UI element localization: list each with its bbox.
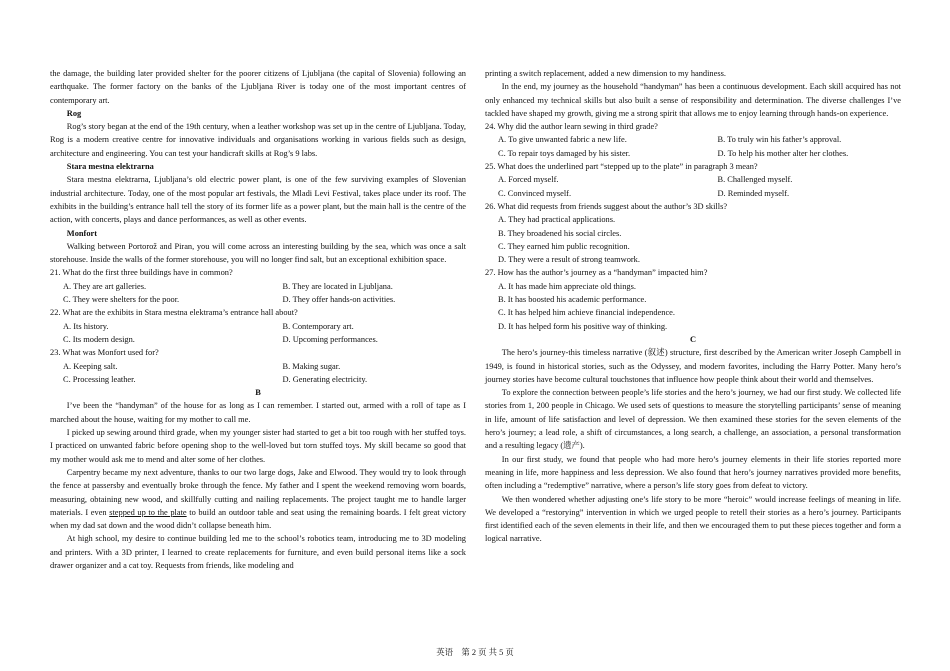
question-26: 26. What did requests from friends suggest about the author’s 3D skills? xyxy=(485,201,728,211)
question-22-options xyxy=(50,320,466,347)
passage-b-paragraph-1: I’ve been the “handyman” of the house for as long as I can remember. I started out, armed with a roll of tape as I marched about the house, waiting for my mother to call me. xyxy=(50,401,466,424)
option-27a: A. It has made him appreciate old things. xyxy=(498,281,636,291)
question-22: 22. What are the exhibits in Stara mestna elektrama’s entrance hall about? xyxy=(50,308,298,318)
right-column xyxy=(485,67,901,546)
option-24a: A. To give unwanted fabric a new life. xyxy=(498,135,627,145)
left-column xyxy=(50,67,466,572)
stara-heading: Stara mestna elektrarna xyxy=(66,162,154,172)
question-25: 25. What does the underlined part “stepped up to the plate” in paragraph 3 mean? xyxy=(485,162,758,172)
passage-b-paragraph-4: At high school, my desire to continue building led me to the school’s robotics team, introducing me to 3D modeling and printers. With a 3D printer, I learned to create replacements for furniture, and even build personal items like a sock drawer organizer and a cat toy. Requests from friends, like modeling and xyxy=(50,534,466,570)
question-26-options xyxy=(485,213,901,266)
rog-heading: Rog xyxy=(66,108,82,118)
option-22c: C. Its modern design. xyxy=(63,334,135,344)
option-21c: C. They were shelters for the poor. xyxy=(63,295,180,305)
rog-paragraph: Rog’s story began at the end of the 19th century, when a leather workshop was set up in the centre of Ljubljana. Today, Rog is a modern creative centre for innovative individuals and organisations working in various fields such as design, architecture and engineering. You can test your handicraft skills at Rog’s 9 labs. xyxy=(50,122,466,158)
passage-b-paragraph-3 xyxy=(50,466,466,532)
option-21d: D. They offer hands-on activities. xyxy=(282,295,396,305)
passage-c-paragraph-1: The hero’s journey-this timeless narrative (叙述) structure, first described by the American writer Joseph Campbell in 1949, is found in historical stories, such as the Odyssey, and modern favorites, including the Harry Potter. Many hero’s journey stories have become cultural touchstones that influence how people think about their world and themselves. xyxy=(485,348,901,384)
passage-b-paragraph-5: In the end, my journey as the household “handyman” has been a continuous development. Each skill acquired has not only enhanced my technical skills but also built a sense of responsibility and determination. The diverse challenges I’ve tackled have shaped my growth, giving me a strong spirit that allows me to enjoy learning through hands-on experience. xyxy=(485,82,901,118)
option-24d: D. To help his mother alter her clothes. xyxy=(717,148,849,158)
option-21b: B. They are located in Ljubljana. xyxy=(282,281,393,291)
question-23: 23. What was Monfort used for? xyxy=(50,348,159,358)
option-25b: B. Challenged myself. xyxy=(717,175,793,185)
option-27b: B. It has boosted his academic performance. xyxy=(498,295,647,305)
question-25-options xyxy=(485,173,901,200)
option-22b: B. Contemporary art. xyxy=(282,321,354,331)
underlined-phrase: stepped up to the plate xyxy=(109,507,187,517)
section-b-heading: B xyxy=(255,388,261,398)
option-23c: C. Processing leather. xyxy=(63,374,136,384)
option-27c: C. It has helped him achieve financial independence. xyxy=(498,308,675,318)
option-26b: B. They broadened his social circles. xyxy=(498,228,622,238)
question-27-options xyxy=(485,280,901,333)
option-22d: D. Upcoming performances. xyxy=(282,334,378,344)
option-23b: B. Making sugar. xyxy=(282,361,341,371)
passage-c-paragraph-4: We then wondered whether adjusting one’s life story to be more “heroic” would increase feelings of meaning in life. We developed a “restorying” intervention in which we urged people to retell their stories as a hero’s journey. Participants first identified each of the seven elements in their life, and then we encouraged them to put these pieces together and form a logical narrative. xyxy=(485,494,901,544)
option-23d: D. Generating electricity. xyxy=(282,374,368,384)
option-21a: A. They are art galleries. xyxy=(63,281,147,291)
paragraph-3-text-before: Carpentry became my next adventure, thanks to our two large dogs, Jake and Elwood. They would try to look through the fence at passersby and eventually broke through the fence. My father and I spent the weekend removing worn boards, measuring, obtaining new wood, and skillfully cutting and nailing replacements. The project taught me to handle larger materials. I even xyxy=(50,467,466,517)
option-25d: D. Reminded myself. xyxy=(717,188,790,198)
option-22a: A. Its history. xyxy=(63,321,109,331)
section-c-heading: C xyxy=(689,334,697,344)
option-25c: C. Convinced myself. xyxy=(498,188,572,198)
page-footer: 英语 第 2 页 共 5 页 xyxy=(436,648,514,657)
paragraph-3-text-after: to build an outdoor table and seat using the remaining boards. I felt great victory when my dad sat down and the wood didn’t collapse beneath him. xyxy=(50,507,467,531)
question-21: 21. What do the first three buildings have in common? xyxy=(50,268,233,278)
passage-b-paragraph-4-continued: printing a switch replacement, added a new dimension to my handiness. xyxy=(485,69,726,78)
question-24: 24. Why did the author learn sewing in third grade? xyxy=(485,122,658,132)
question-21-options xyxy=(50,280,466,307)
option-24b: B. To truly win his father’s approval. xyxy=(717,135,842,145)
question-23-options xyxy=(50,360,466,387)
option-26d: D. They were a result of strong teamwork. xyxy=(498,255,640,265)
passage-a-intro: the damage, the building later provided shelter for the poorer citizens of Ljubljana (the capital of Slovenia) following an earthquake. The former factory on the banks of the Ljubljana River is today one of the most important centres of contemporary art. xyxy=(50,69,466,105)
option-26a: A. They had practical applications. xyxy=(498,215,616,225)
option-27d: D. It has helped form his positive way of thinking. xyxy=(498,321,668,331)
passage-c-paragraph-2: To explore the connection between people’s life stories and the hero’s journey, we had our first study. We collected life stories from 1, 200 people in Chicago. We used sets of questions to measure the storytelling participants’ sense of meaning in life, amount of life satisfaction and level of depression. We then examined these stories for the seven elements of the hero’s journey; a lead role, a shift of circumstances, a long search, a challenge, an association, a personal transformation and a resulting legacy (遗产). xyxy=(485,388,901,451)
stara-paragraph: Stara mestna elektrarna, Ljubljana’s old electric power plant, is one of the few surviving examples of Slovenian industrial architecture. Today, one of the most popular art festivals, the Mladi Levi Festival, takes place under its roof. The exhibits in the building’s entrance hall tell the story of its former life as a power plant, but the main hall is the centre of the action, with concerts, plays and dance performances, as well as other events. xyxy=(50,175,466,225)
monfort-paragraph: Walking between Portorož and Piran, you will come across an interesting building by the sea, which was once a salt storehouse. Inside the walls of the former storehouse, you will no longer find salt, but an exceptional exhibition space. xyxy=(50,241,466,265)
passage-b-paragraph-2: I picked up sewing around third grade, when my younger sister had started to get a bit too rough with her stuffed toys. I practiced on unwanted fabric before opening shop to the well-loved but torn stuffed toys. My skill became so good that my mother would ask me to mend and alter some of her clothes. xyxy=(50,428,466,464)
option-24c: C. To repair toys damaged by his sister. xyxy=(498,148,631,158)
question-27: 27. How has the author’s journey as a “handyman” impacted him? xyxy=(485,268,708,278)
option-25a: A. Forced myself. xyxy=(498,175,559,185)
passage-c-paragraph-3: In our first study, we found that people who had more hero’s journey elements in their life stories reported more meaning in life, more happiness and less depression. We also found that hero’s journey narratives provided more benefits, often including a “redemptive” narrative, where a person’s life story goes from defeat to victory. xyxy=(485,454,901,491)
option-23a: A. Keeping salt. xyxy=(63,361,118,371)
question-24-options xyxy=(485,133,901,160)
option-26c: C. They earned him public recognition. xyxy=(498,241,630,251)
monfort-heading: Monfort xyxy=(66,228,98,238)
